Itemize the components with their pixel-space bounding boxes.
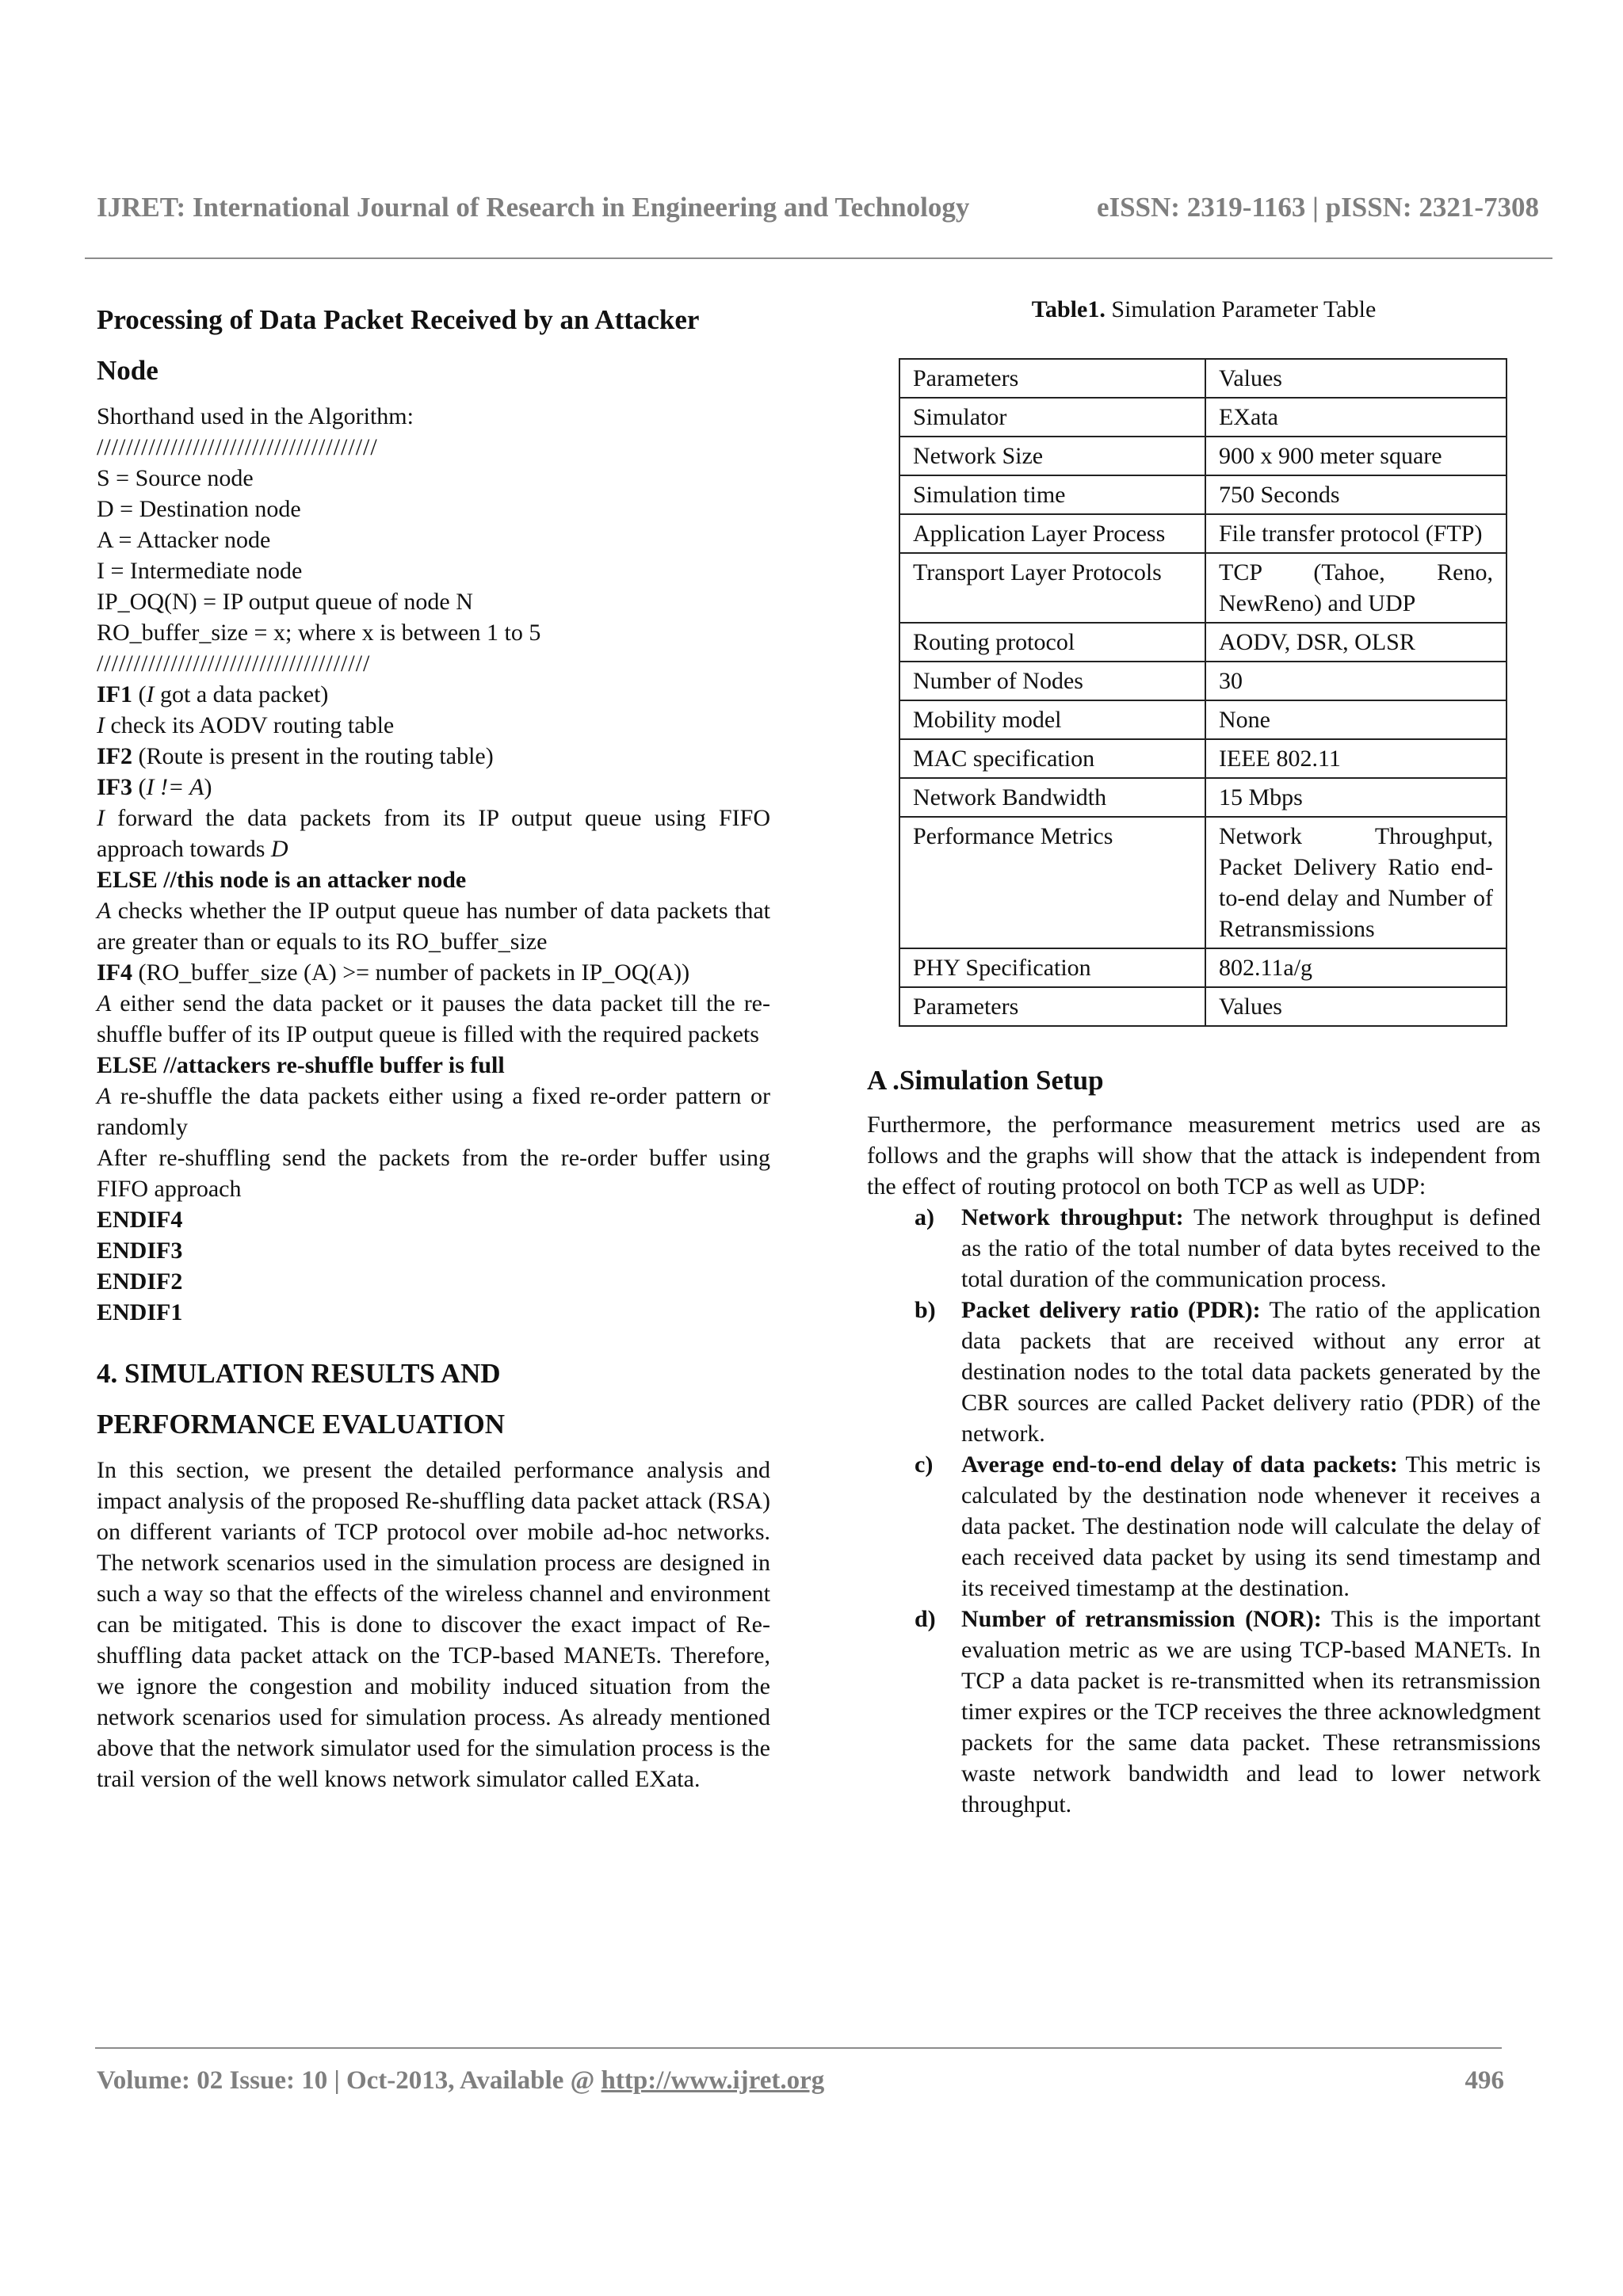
table-row	[899, 623, 1507, 662]
algo-if2: IF2 (Route is present in the routing table)	[97, 743, 494, 769]
algo-else-full: ELSE //attackers re-shuffle buffer is full	[97, 1052, 505, 1078]
algo-def-i: I = Intermediate node	[97, 558, 303, 584]
table-row	[899, 398, 1507, 437]
table-row	[899, 359, 1507, 398]
algo-check-table: I check its AODV routing table	[97, 712, 395, 738]
table-cell-parameter: Simulation time	[899, 475, 1205, 514]
table-cell-parameter: Routing protocol	[899, 623, 1205, 662]
table-row	[899, 817, 1507, 948]
table-cell-parameter: Mobility model	[899, 700, 1205, 739]
table-row	[899, 948, 1507, 987]
metric-term: Network throughput:	[961, 1204, 1184, 1230]
section-4-heading: 4. SIMULATION RESULTS AND PERFORMANCE EVALUATION	[97, 1358, 505, 1440]
page-number: 496	[1465, 2066, 1504, 2095]
algo-attacker-check: A checks whether the IP output queue has number of data packets that are greater than or equals to its RO_buffer_size	[97, 898, 770, 955]
algo-if4: IF4 (RO_buffer_size (A) >= number of packets in IP_OQ(A))	[97, 959, 690, 986]
table-row	[899, 700, 1507, 739]
table-cell-value: IEEE 802.11	[1205, 739, 1507, 778]
algo-def-d: D = Destination node	[97, 496, 301, 522]
table-cell-value: None	[1205, 700, 1507, 739]
section-4-paragraph: In this section, we present the detailed performance analysis and impact analysis of the proposed Re-shuffling data packet attack (RSA) on different variants of TCP protocol over mobile ad-hoc networks. The network scenarios used in the simulation process are designed in such a way so that the effects of the wireless channel and environment can be mitigated. This is done to discover the exact impact of Re-shuffling data packet attack on the TCP-based MANETs. Therefore, we ignore the congestion and mobility induced situation from the network scenarios used for simulation process. As already mentioned above that the network simulator used for the simulation process is the trail version of the well knows network simulator called EXata.	[97, 1457, 770, 1792]
algo-separator: /////////////////////////////////////	[97, 650, 371, 677]
journal-title: IJRET: International Journal of Research in Engineering and Technology	[97, 192, 970, 223]
table-cell-value: Values	[1205, 987, 1507, 1026]
list-marker: a)	[915, 1204, 934, 1230]
table-row	[899, 739, 1507, 778]
table-cell-parameter: Parameters	[899, 987, 1205, 1026]
table-row	[899, 437, 1507, 475]
table-cell-parameter: Network Size	[899, 437, 1205, 475]
table-row	[899, 553, 1507, 623]
algo-forward: I forward the data packets from its IP output queue using FIFO approach towards D	[97, 805, 770, 862]
footer-rule	[95, 2047, 1502, 2049]
table-cell-parameter: Number of Nodes	[899, 662, 1205, 700]
issn: eISSN: 2319-1163 | pISSN: 2321-7308	[1096, 192, 1539, 223]
journal-link[interactable]: http://www.ijret.org	[601, 2066, 825, 2095]
table-row	[899, 514, 1507, 553]
table-cell-parameter: Simulator	[899, 398, 1205, 437]
algo-if3: IF3 (I != A)	[97, 774, 212, 800]
header-rule	[85, 257, 1552, 259]
list-item	[867, 1449, 1541, 1604]
metrics-list	[867, 1202, 1541, 1820]
table-cell-parameter: Application Layer Process	[899, 514, 1205, 553]
algo-def-s: S = Source node	[97, 465, 254, 491]
table-cell-parameter: Performance Metrics	[899, 817, 1205, 948]
volume-info: Volume: 02 Issue: 10 | Oct-2013, Available @	[97, 2066, 601, 2095]
simulation-parameter-table	[899, 358, 1507, 1027]
table-cell-parameter: Network Bandwidth	[899, 778, 1205, 817]
algorithm-block	[97, 401, 770, 1328]
metric-term: Average end-to-end delay of data packets:	[961, 1451, 1398, 1478]
metric-description: The network throughput is defined as the ratio of the total number of data bytes received to the total duration of the communication process.	[961, 1204, 1541, 1292]
algo-endif3: ENDIF3	[97, 1238, 183, 1264]
table-row	[899, 662, 1507, 700]
algo-def-robuf: RO_buffer_size = x; where x is between 1 to 5	[97, 620, 541, 646]
table-cell-value: AODV, DSR, OLSR	[1205, 623, 1507, 662]
algo-reshuffle: A re-shuffle the data packets either using a fixed re-order pattern or randomly	[97, 1083, 770, 1140]
table-cell-value: 750 Seconds	[1205, 475, 1507, 514]
simulation-setup-heading: A .Simulation Setup	[867, 1065, 1104, 1096]
algo-separator: //////////////////////////////////////	[97, 434, 378, 460]
metric-description: The ratio of the application data packets that are received without any error at destination nodes to the total data packets generated by the CBR sources are called Packet delivery ratio (PDR) of the network.	[961, 1297, 1541, 1447]
algo-else-attacker: ELSE //this node is an attacker node	[97, 867, 467, 893]
table-cell-parameter: Parameters	[899, 359, 1205, 398]
list-marker: c)	[915, 1451, 934, 1478]
table-row	[899, 778, 1507, 817]
list-marker: b)	[915, 1297, 936, 1323]
algo-send-fifo: After re-shuffling send the packets from the re-order buffer using FIFO approach	[97, 1145, 770, 1202]
list-item	[867, 1202, 1541, 1295]
left-column	[97, 295, 770, 1794]
list-marker: d)	[915, 1606, 936, 1632]
algo-endif4: ENDIF4	[97, 1207, 183, 1233]
table-cell-value: TCP (Tahoe, Reno, NewReno) and UDP	[1205, 553, 1507, 623]
metric-description: This metric is calculated by the destination node whenever it receives a data packet. The destination node will calculate the delay of each received data packet by using its send timestamp and its received timestamp at the destination.	[961, 1451, 1541, 1601]
algo-endif2: ENDIF2	[97, 1268, 183, 1295]
table-cell-value: 802.11a/g	[1205, 948, 1507, 987]
algo-def-a: A = Attacker node	[97, 527, 271, 553]
table-caption: Table1. Simulation Parameter Table	[1031, 296, 1377, 322]
running-footer	[97, 2066, 1504, 2096]
table-cell-parameter: MAC specification	[899, 739, 1205, 778]
table-cell-value: 15 Mbps	[1205, 778, 1507, 817]
table-cell-value: Network Throughput, Packet Delivery Ratio end-to-end delay and Number of Retransmissions	[1205, 817, 1507, 948]
metric-term: Number of retransmission (NOR):	[961, 1606, 1322, 1632]
algo-shorthand: Shorthand used in the Algorithm:	[97, 403, 414, 429]
table-cell-value: 30	[1205, 662, 1507, 700]
algo-pause: A either send the data packet or it pauses the data packet till the re-shuffle buffer of its IP output queue is filled with the required packets	[97, 990, 770, 1047]
right-column	[867, 295, 1541, 1820]
table-row	[899, 987, 1507, 1026]
metric-description: This is the important evaluation metric as we are using TCP-based MANETs. In TCP a data packet is re-transmitted when its retransmission timer expires or the TCP receives the three acknowledgment packets for the same data packet. These retransmissions waste network bandwidth and lead to lower network throughput.	[961, 1606, 1541, 1817]
table-cell-value: 900 x 900 meter square	[1205, 437, 1507, 475]
algorithm-heading: Processing of Data Packet Received by an Attacker Node	[97, 304, 700, 386]
algo-endif1: ENDIF1	[97, 1299, 183, 1325]
table-cell-value: EXata	[1205, 398, 1507, 437]
list-item	[867, 1295, 1541, 1449]
algo-def-ipoq: IP_OQ(N) = IP output queue of node N	[97, 589, 473, 615]
simulation-setup-paragraph: Furthermore, the performance measurement metrics used are as follows and the graphs will show that the attack is independent from the effect of routing protocol on both TCP as well as UDP:	[867, 1112, 1541, 1199]
table-row	[899, 475, 1507, 514]
table-cell-value: Values	[1205, 359, 1507, 398]
table-cell-value: File transfer protocol (FTP)	[1205, 514, 1507, 553]
table-cell-parameter: PHY Specification	[899, 948, 1205, 987]
table-cell-parameter: Transport Layer Protocols	[899, 553, 1205, 623]
list-item	[867, 1604, 1541, 1820]
metric-term: Packet delivery ratio (PDR):	[961, 1297, 1261, 1323]
algo-if1: IF1 (I got a data packet)	[97, 681, 329, 707]
